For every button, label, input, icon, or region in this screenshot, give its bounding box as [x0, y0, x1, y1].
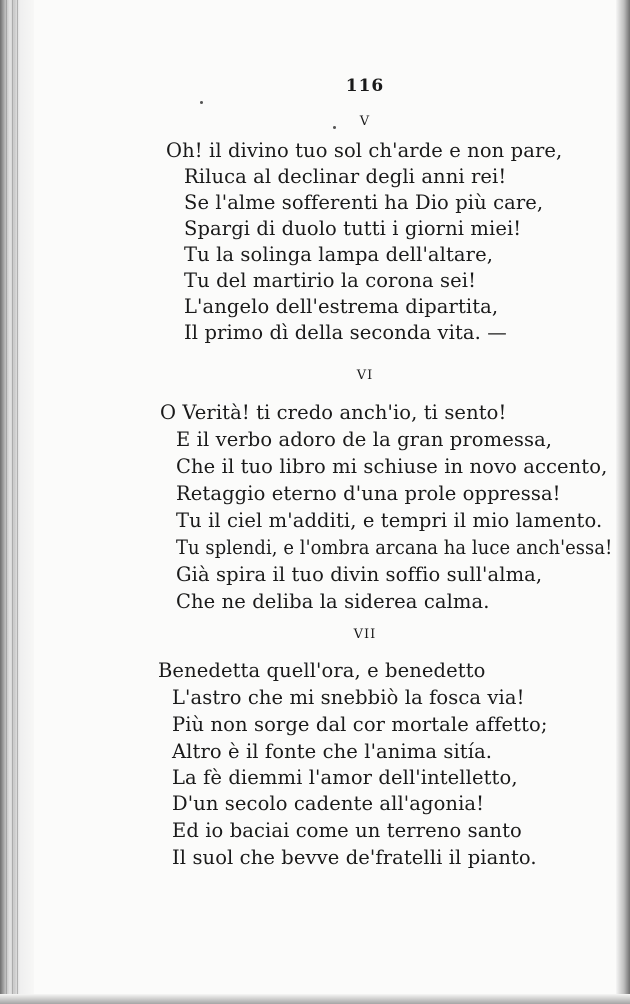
- verse-line: Tu il ciel m'additi, e tempri il mio lamento.: [176, 509, 603, 532]
- gutter-line: [12, 0, 13, 1004]
- verse-line: Benedetta quell'ora, e benedetto: [158, 659, 486, 682]
- verse-line: Già spira il tuo divin soffio sull'alma,: [176, 563, 543, 586]
- verse-line: Tu del martirio la corona sei!: [184, 269, 477, 292]
- verse-line: L'angelo dell'estrema dipartita,: [184, 295, 499, 318]
- verse-line: Tu splendi, e l'ombra arcana ha luce anch'essa!: [176, 536, 613, 559]
- paper-speck: [200, 101, 203, 104]
- verse-line: Riluca al declinar degli anni rei!: [184, 165, 507, 188]
- verse-line: Se l'alme sofferenti ha Dio più care,: [184, 191, 544, 214]
- verse-line: Altro è il fonte che l'anima sitía.: [172, 740, 493, 763]
- verse-line: Più non sorge dal cor mortale affetto;: [172, 713, 548, 736]
- page-number: 116: [345, 76, 385, 96]
- verse-line: Il suol che bevve de'fratelli il pianto.: [172, 846, 537, 869]
- section-numeral-vi: VI: [356, 368, 374, 383]
- page-bottom-edge: [0, 994, 630, 1004]
- verse-line: O Verità! ti credo anch'io, ti sento!: [160, 401, 507, 424]
- verse-line: E il verbo adoro de la gran promessa,: [176, 428, 553, 451]
- gutter-line: [17, 0, 18, 1004]
- verse-line: Tu la solinga lampa dell'altare,: [184, 243, 494, 266]
- verse-line: L'astro che mi snebbiò la fosca via!: [172, 686, 525, 709]
- verse-line: Ed io baciai come un terreno santo: [172, 819, 522, 842]
- section-numeral-v: V: [359, 114, 371, 129]
- verse-line: La fè diemmi l'amor dell'intelletto,: [172, 766, 518, 789]
- verse-line: Retaggio eterno d'una prole oppressa!: [176, 482, 561, 505]
- verse-line: Che ne deliba la siderea calma.: [176, 590, 490, 613]
- verse-line: Che il tuo libro mi schiuse in novo accento,: [176, 455, 608, 478]
- verse-line: Oh! il divino tuo sol ch'arde e non pare,: [166, 139, 563, 162]
- page-right-edge: [616, 0, 630, 1004]
- verse-line: Spargi di duolo tutti i giorni miei!: [184, 217, 522, 240]
- verse-line: D'un secolo cadente all'agonia!: [172, 792, 485, 815]
- section-numeral-vii: VII: [353, 627, 377, 642]
- gutter-line: [6, 0, 7, 1004]
- verse-line: Il primo dì della seconda vita. —: [184, 321, 507, 344]
